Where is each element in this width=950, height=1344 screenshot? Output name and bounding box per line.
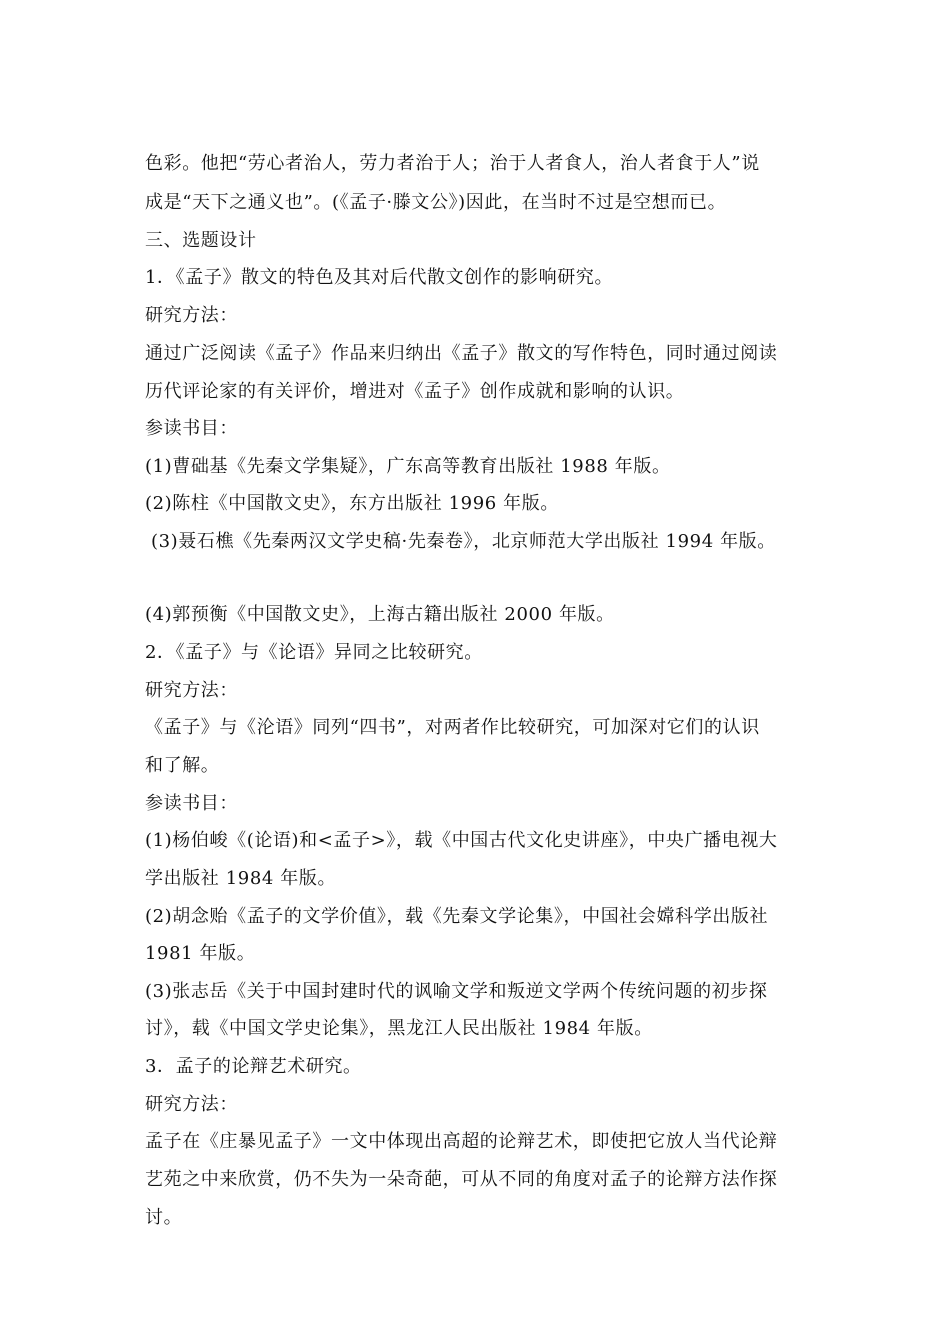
text-line: 成是“天下之通义也”。(《孟子·滕文公》)因此，在当时不过是空想而已。: [145, 192, 727, 213]
reference-item: (3)聂石樵《先秦两汉文学史稿·先秦卷》，北京师范大学出版社 1994 年版。: [151, 531, 776, 552]
reference-item: (1)杨伯峻《(论语)和<孟子>》，载《中国古代文化史讲座》，中央广播电视大: [145, 830, 778, 851]
reading-list-label: 参读书目：: [145, 793, 238, 814]
reference-item: 学出版社 1984 年版。: [145, 868, 337, 889]
method-label: 研究方法：: [145, 1094, 238, 1115]
reference-item: (2)陈柱《中国散文史》，东方出版社 1996 年版。: [145, 493, 559, 514]
reference-item: (4)郭预衡《中国散文史》，上海古籍出版社 2000 年版。: [145, 604, 615, 625]
text-line: 通过广泛阅读《孟子》作品来归纳出《孟子》散文的写作特色，同时通过阅读: [145, 343, 778, 364]
method-label: 研究方法：: [145, 680, 238, 701]
text-line: 讨。: [145, 1207, 183, 1228]
text-line: 和了解。: [145, 755, 220, 776]
text-line: 孟子在《庄暴见孟子》一文中体现出高超的论辩艺术，即使把它放人当代论辩: [145, 1131, 778, 1152]
method-label: 研究方法：: [145, 305, 238, 326]
reference-item: 讨》，载《中国文学史论集》，黑龙江人民出版社 1984 年版。: [145, 1018, 653, 1039]
topic-title: 1．《孟子》散文的特色及其对后代散文创作的影响研究。: [145, 267, 614, 288]
reference-item: (1)曹础基《先秦文学集疑》，广东高等教育出版社 1988 年版。: [145, 456, 671, 477]
text-line: 历代评论家的有关评价，增进对《孟子》创作成就和影响的认识。: [145, 381, 685, 402]
reference-item: 1981 年版。: [145, 943, 256, 964]
text-line: 色彩。他把“劳心者治人，劳力者治于人；治于人者食人，治人者食于人”说: [145, 153, 760, 174]
text-line: 《孟子》与《沦语》同列“四书”，对两者作比较研究，可加深对它们的认识: [145, 717, 760, 738]
topic-title: 3．孟子的论辩艺术研究。: [145, 1056, 362, 1077]
reading-list-label: 参读书目：: [145, 418, 238, 439]
reference-item: (2)胡念贻《孟子的文学价值》，载《先秦文学论集》，中国社会嫦科学出版社: [145, 906, 769, 927]
text-line: 艺苑之中来欣赏，仍不失为一朵奇葩，可从不同的角度对孟子的论辩方法作探: [145, 1169, 778, 1190]
section-heading: 三、选题设计: [145, 230, 257, 251]
reference-item: (3)张志岳《关于中国封建时代的讽喻文学和叛逆文学两个传统问题的初步探: [145, 981, 768, 1002]
topic-title: 2．《孟子》与《论语》异同之比较研究。: [145, 642, 483, 663]
